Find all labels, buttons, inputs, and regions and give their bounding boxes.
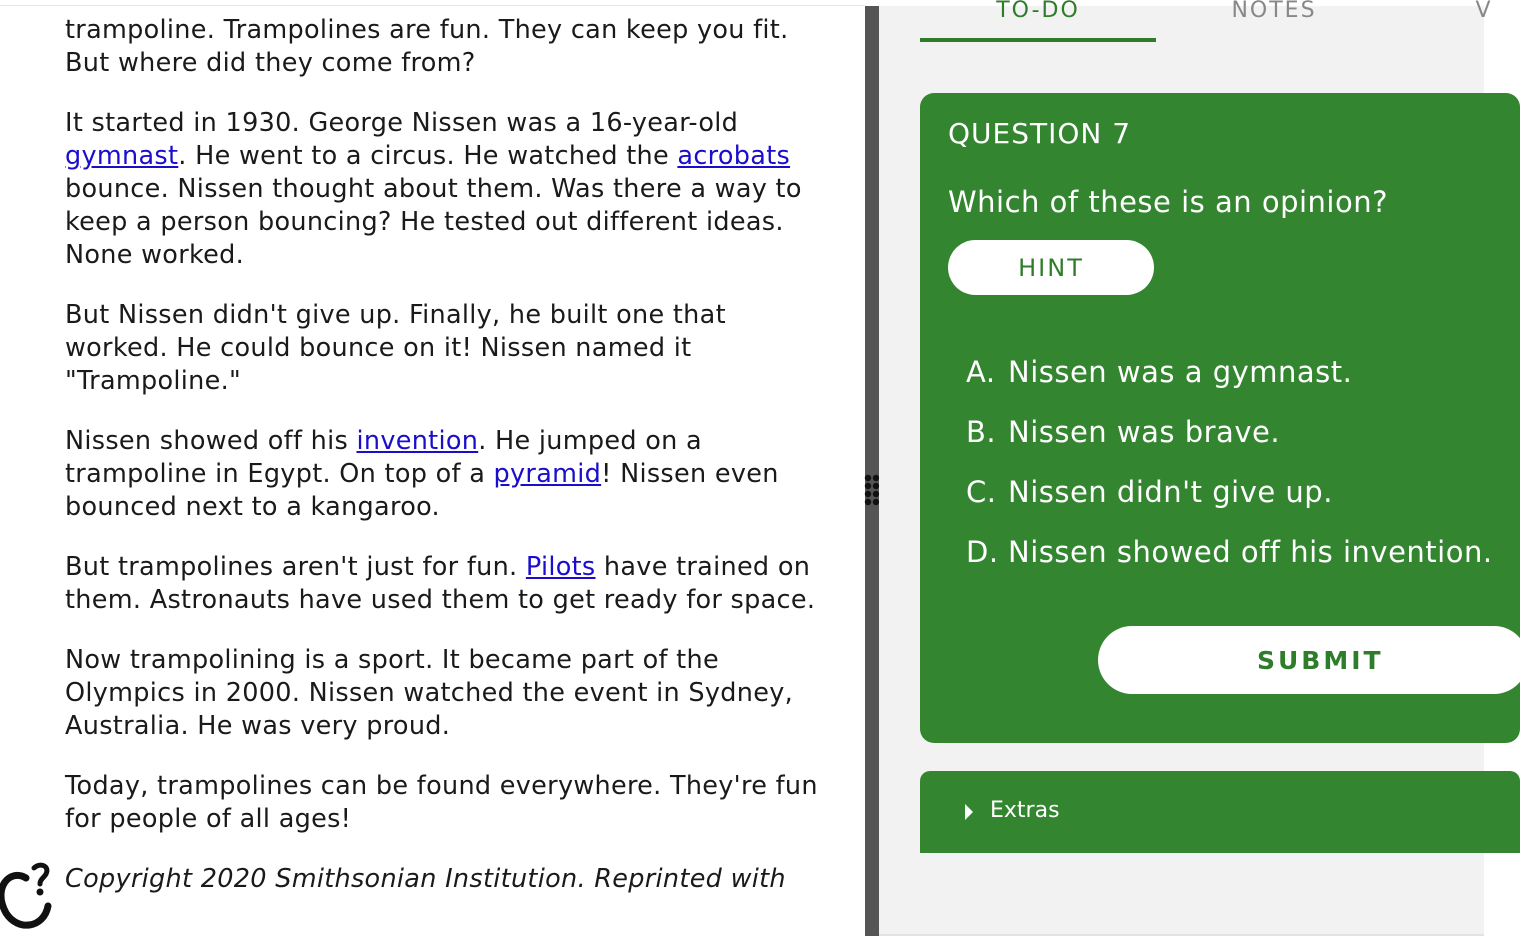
link-pilots[interactable]: Pilots [525,552,596,582]
link-pyramid[interactable]: pyramid [493,459,602,489]
link-invention[interactable]: invention [356,426,479,456]
active-tab-indicator [920,38,1156,42]
answer-list [966,355,1526,595]
paragraph-1: trampoline. Trampolines are fun. They can keep you fit. But where did they come from? [65,15,789,78]
answer-text: Nissen didn't give up. [1008,475,1333,509]
side-pane [879,0,1493,936]
pane-divider[interactable] [865,6,879,936]
top-border [0,0,865,6]
caret-right-icon [964,803,974,821]
answer-letter: D. [966,535,999,569]
answer-option-b[interactable] [966,415,1526,475]
answer-text: Nissen was brave. [1008,415,1281,449]
question-text: Which of these is an opinion? [948,185,1388,219]
copyright-text: Copyright 2020 Smithsonian Institution. Reprinted with [65,864,786,894]
answer-option-d[interactable] [966,535,1526,595]
answer-text: Nissen showed off his invention. [1008,535,1493,569]
answer-option-c[interactable] [966,475,1526,535]
tab-more[interactable]: V [1475,0,1493,23]
extras-label: Extras [990,798,1060,823]
submit-button[interactable]: SUBMIT [1098,626,1528,694]
paragraph-3: But Nissen didn't give up. Finally, he built one that worked. He could bounce on it! Nissen named it "Trampoline." [65,300,726,396]
speech-bubble-logo-icon[interactable] [0,858,60,932]
question-card [920,93,1520,743]
paragraph-5: But trampolines aren't just for fun. Pilots have trained on them. Astronauts have used them to get ready for space. [65,552,816,615]
answer-letter: B. [966,415,997,449]
tab-notes[interactable]: NOTES [1231,0,1317,23]
question-number: QUESTION 7 [948,117,1132,150]
paragraph-7: Today, trampolines can be found everywhere. They're fun for people of all ages! [65,771,818,834]
tab-bar [879,0,1493,58]
article-body [65,14,835,896]
paragraph-2: It started in 1930. George Nissen was a 16-year-old gymnast. He went to a circus. He watched the acrobats bounce. Nissen thought about them. Was there a way to keep a person bouncing? He tested out different ideas. None worked. [65,108,802,270]
paragraph-6: Now trampolining is a sport. It became part of the Olympics in 2000. Nissen watched the event in Sydney, Australia. He was very proud. [65,645,794,741]
answer-letter: C. [966,475,997,509]
answer-option-a[interactable] [966,355,1526,415]
paragraph-4: Nissen showed off his invention. He jumped on a trampoline in Egypt. On top of a pyramid! Nissen even bounced next to a kangaroo. [65,426,779,522]
extras-toggle[interactable] [920,771,1520,853]
answer-text: Nissen was a gymnast. [1008,355,1353,389]
link-acrobats[interactable]: acrobats [677,141,791,171]
hint-button[interactable]: HINT [948,240,1154,295]
answer-letter: A. [966,355,996,389]
link-gymnast[interactable]: gymnast [65,141,179,171]
tab-todo[interactable]: TO-DO [996,0,1080,23]
